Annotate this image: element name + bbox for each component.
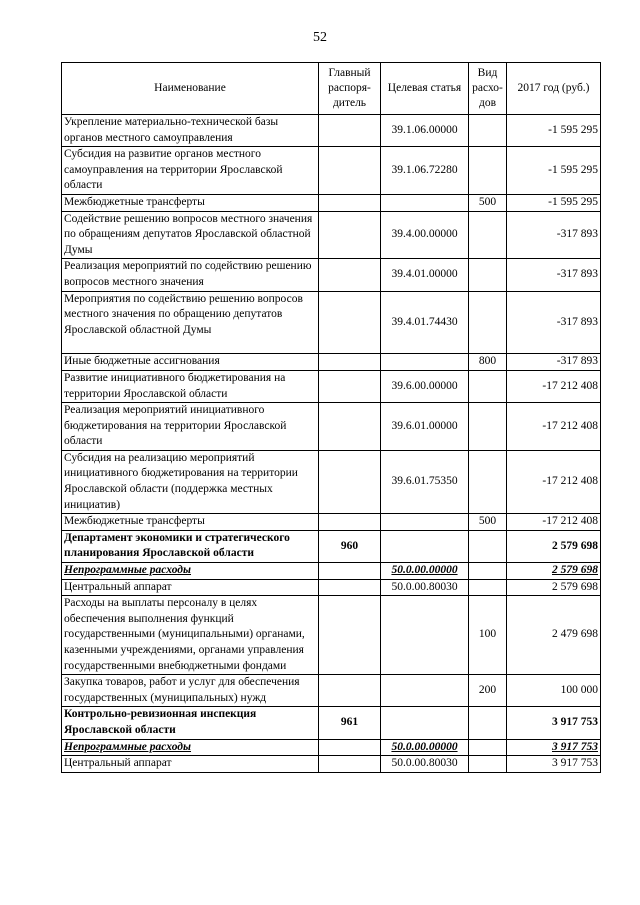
row-name: Межбюджетные трансферты bbox=[62, 514, 319, 531]
row-expense-type bbox=[469, 403, 507, 451]
header-year-sum: 2017 год (руб.) bbox=[507, 63, 601, 115]
row-expense-type bbox=[469, 291, 507, 354]
row-sum: -17 212 408 bbox=[507, 450, 601, 513]
row-name: Субсидия на развитие органов местного самоуправления на территории Ярославской области bbox=[62, 147, 319, 195]
row-sum: 100 000 bbox=[507, 675, 601, 707]
row-target-article bbox=[381, 596, 469, 675]
row-sum: -17 212 408 bbox=[507, 403, 601, 451]
row-main-manager bbox=[319, 675, 381, 707]
budget-table bbox=[61, 62, 601, 773]
row-sum: 3 917 753 bbox=[507, 739, 601, 756]
row-main-manager bbox=[319, 354, 381, 371]
row-target-article: 39.6.01.00000 bbox=[381, 403, 469, 451]
row-main-manager bbox=[319, 115, 381, 147]
table-row bbox=[62, 756, 601, 773]
row-name: Закупка товаров, работ и услуг для обеспечения государственных (муниципальных) нужд bbox=[62, 675, 319, 707]
row-main-manager bbox=[319, 739, 381, 756]
row-main-manager bbox=[319, 596, 381, 675]
page-number: 52 bbox=[313, 30, 327, 45]
table-row bbox=[62, 147, 601, 195]
table-row bbox=[62, 675, 601, 707]
row-main-manager bbox=[319, 514, 381, 531]
row-expense-type bbox=[469, 211, 507, 259]
row-target-article: 39.6.01.75350 bbox=[381, 450, 469, 513]
row-target-article bbox=[381, 675, 469, 707]
row-sum: -317 893 bbox=[507, 259, 601, 291]
table-row bbox=[62, 739, 601, 756]
table-row bbox=[62, 291, 601, 354]
row-target-article: 50.0.00.80030 bbox=[381, 756, 469, 773]
row-main-manager bbox=[319, 450, 381, 513]
row-sum: 3 917 753 bbox=[507, 756, 601, 773]
table-row bbox=[62, 450, 601, 513]
table-row bbox=[62, 403, 601, 451]
header-main-manager: Главный распоря-дитель bbox=[319, 63, 381, 115]
row-sum: -317 893 bbox=[507, 211, 601, 259]
row-target-article: 50.0.00.00000 bbox=[381, 739, 469, 756]
table-row bbox=[62, 579, 601, 596]
row-expense-type: 500 bbox=[469, 514, 507, 531]
row-expense-type bbox=[469, 147, 507, 195]
row-main-manager: 961 bbox=[319, 707, 381, 739]
row-sum: -1 595 295 bbox=[507, 147, 601, 195]
row-sum: -317 893 bbox=[507, 291, 601, 354]
row-main-manager: 960 bbox=[319, 530, 381, 562]
table-row bbox=[62, 211, 601, 259]
row-name: Контрольно-ревизионная инспекция Ярославской области bbox=[62, 707, 319, 739]
row-expense-type: 200 bbox=[469, 675, 507, 707]
row-target-article: 39.1.06.72280 bbox=[381, 147, 469, 195]
table-body bbox=[62, 115, 601, 773]
row-target-article: 39.4.00.00000 bbox=[381, 211, 469, 259]
row-expense-type: 500 bbox=[469, 194, 507, 211]
row-target-article bbox=[381, 194, 469, 211]
row-name: Развитие инициативного бюджетирования на территории Ярославской области bbox=[62, 370, 319, 402]
row-name: Центральный аппарат bbox=[62, 579, 319, 596]
row-target-article: 39.1.06.00000 bbox=[381, 115, 469, 147]
table-row bbox=[62, 354, 601, 371]
row-name: Реализация мероприятий инициативного бюджетирования на территории Ярославской области bbox=[62, 403, 319, 451]
row-sum: 3 917 753 bbox=[507, 707, 601, 739]
row-name: Центральный аппарат bbox=[62, 756, 319, 773]
row-main-manager bbox=[319, 370, 381, 402]
row-target-article: 50.0.00.80030 bbox=[381, 579, 469, 596]
header-name: Наименование bbox=[62, 63, 319, 115]
row-main-manager bbox=[319, 147, 381, 195]
table-row bbox=[62, 596, 601, 675]
row-expense-type bbox=[469, 259, 507, 291]
row-main-manager bbox=[319, 563, 381, 580]
header-expense-type: Вид расхо-дов bbox=[469, 63, 507, 115]
row-main-manager bbox=[319, 579, 381, 596]
table-row bbox=[62, 514, 601, 531]
row-sum: 2 579 698 bbox=[507, 563, 601, 580]
row-target-article: 39.4.01.00000 bbox=[381, 259, 469, 291]
row-target-article: 50.0.00.00000 bbox=[381, 563, 469, 580]
row-expense-type bbox=[469, 739, 507, 756]
row-sum: -17 212 408 bbox=[507, 370, 601, 402]
row-main-manager bbox=[319, 211, 381, 259]
header-target-article: Целевая статья bbox=[381, 63, 469, 115]
row-expense-type bbox=[469, 530, 507, 562]
row-expense-type bbox=[469, 707, 507, 739]
row-target-article bbox=[381, 354, 469, 371]
row-sum: 2 479 698 bbox=[507, 596, 601, 675]
table-row bbox=[62, 370, 601, 402]
row-name: Межбюджетные трансферты bbox=[62, 194, 319, 211]
row-sum: 2 579 698 bbox=[507, 579, 601, 596]
row-main-manager bbox=[319, 291, 381, 354]
row-name: Укрепление материально-технической базы органов местного самоуправления bbox=[62, 115, 319, 147]
row-expense-type bbox=[469, 115, 507, 147]
row-target-article: 39.6.00.00000 bbox=[381, 370, 469, 402]
row-name: Мероприятия по содействию решению вопросов местного значения по обращению депутатов Ярославской областной Думы bbox=[62, 291, 319, 354]
row-expense-type bbox=[469, 756, 507, 773]
row-target-article bbox=[381, 530, 469, 562]
row-name: Иные бюджетные ассигнования bbox=[62, 354, 319, 371]
row-expense-type bbox=[469, 563, 507, 580]
row-name: Реализация мероприятий по содействию решению вопросов местного значения bbox=[62, 259, 319, 291]
row-main-manager bbox=[319, 259, 381, 291]
table-row bbox=[62, 530, 601, 562]
row-sum: -17 212 408 bbox=[507, 514, 601, 531]
table-row bbox=[62, 115, 601, 147]
table-row bbox=[62, 707, 601, 739]
row-sum: -317 893 bbox=[507, 354, 601, 371]
table-row bbox=[62, 194, 601, 211]
row-expense-type bbox=[469, 450, 507, 513]
row-name: Департамент экономики и стратегического планирования Ярославской области bbox=[62, 530, 319, 562]
row-expense-type bbox=[469, 579, 507, 596]
table-row bbox=[62, 563, 601, 580]
table-header-row bbox=[62, 63, 601, 115]
row-expense-type: 100 bbox=[469, 596, 507, 675]
row-expense-type bbox=[469, 370, 507, 402]
row-main-manager bbox=[319, 403, 381, 451]
row-name: Содействие решению вопросов местного значения по обращениям депутатов Ярославской областной Думы bbox=[62, 211, 319, 259]
row-target-article bbox=[381, 514, 469, 531]
row-name: Непрограммные расходы bbox=[62, 563, 319, 580]
row-name: Субсидия на реализацию мероприятий инициативного бюджетирования на территории Ярославской области (поддержка местных инициатив) bbox=[62, 450, 319, 513]
row-sum: -1 595 295 bbox=[507, 194, 601, 211]
row-expense-type: 800 bbox=[469, 354, 507, 371]
row-main-manager bbox=[319, 194, 381, 211]
row-name: Непрограммные расходы bbox=[62, 739, 319, 756]
row-target-article: 39.4.01.74430 bbox=[381, 291, 469, 354]
row-sum: -1 595 295 bbox=[507, 115, 601, 147]
row-name: Расходы на выплаты персоналу в целях обеспечения выполнения функций государственными (муниципальными) органами, казенными учреждениями, органами управления государственными внебюджетными фондами bbox=[62, 596, 319, 675]
row-main-manager bbox=[319, 756, 381, 773]
row-target-article bbox=[381, 707, 469, 739]
row-sum: 2 579 698 bbox=[507, 530, 601, 562]
table-row bbox=[62, 259, 601, 291]
